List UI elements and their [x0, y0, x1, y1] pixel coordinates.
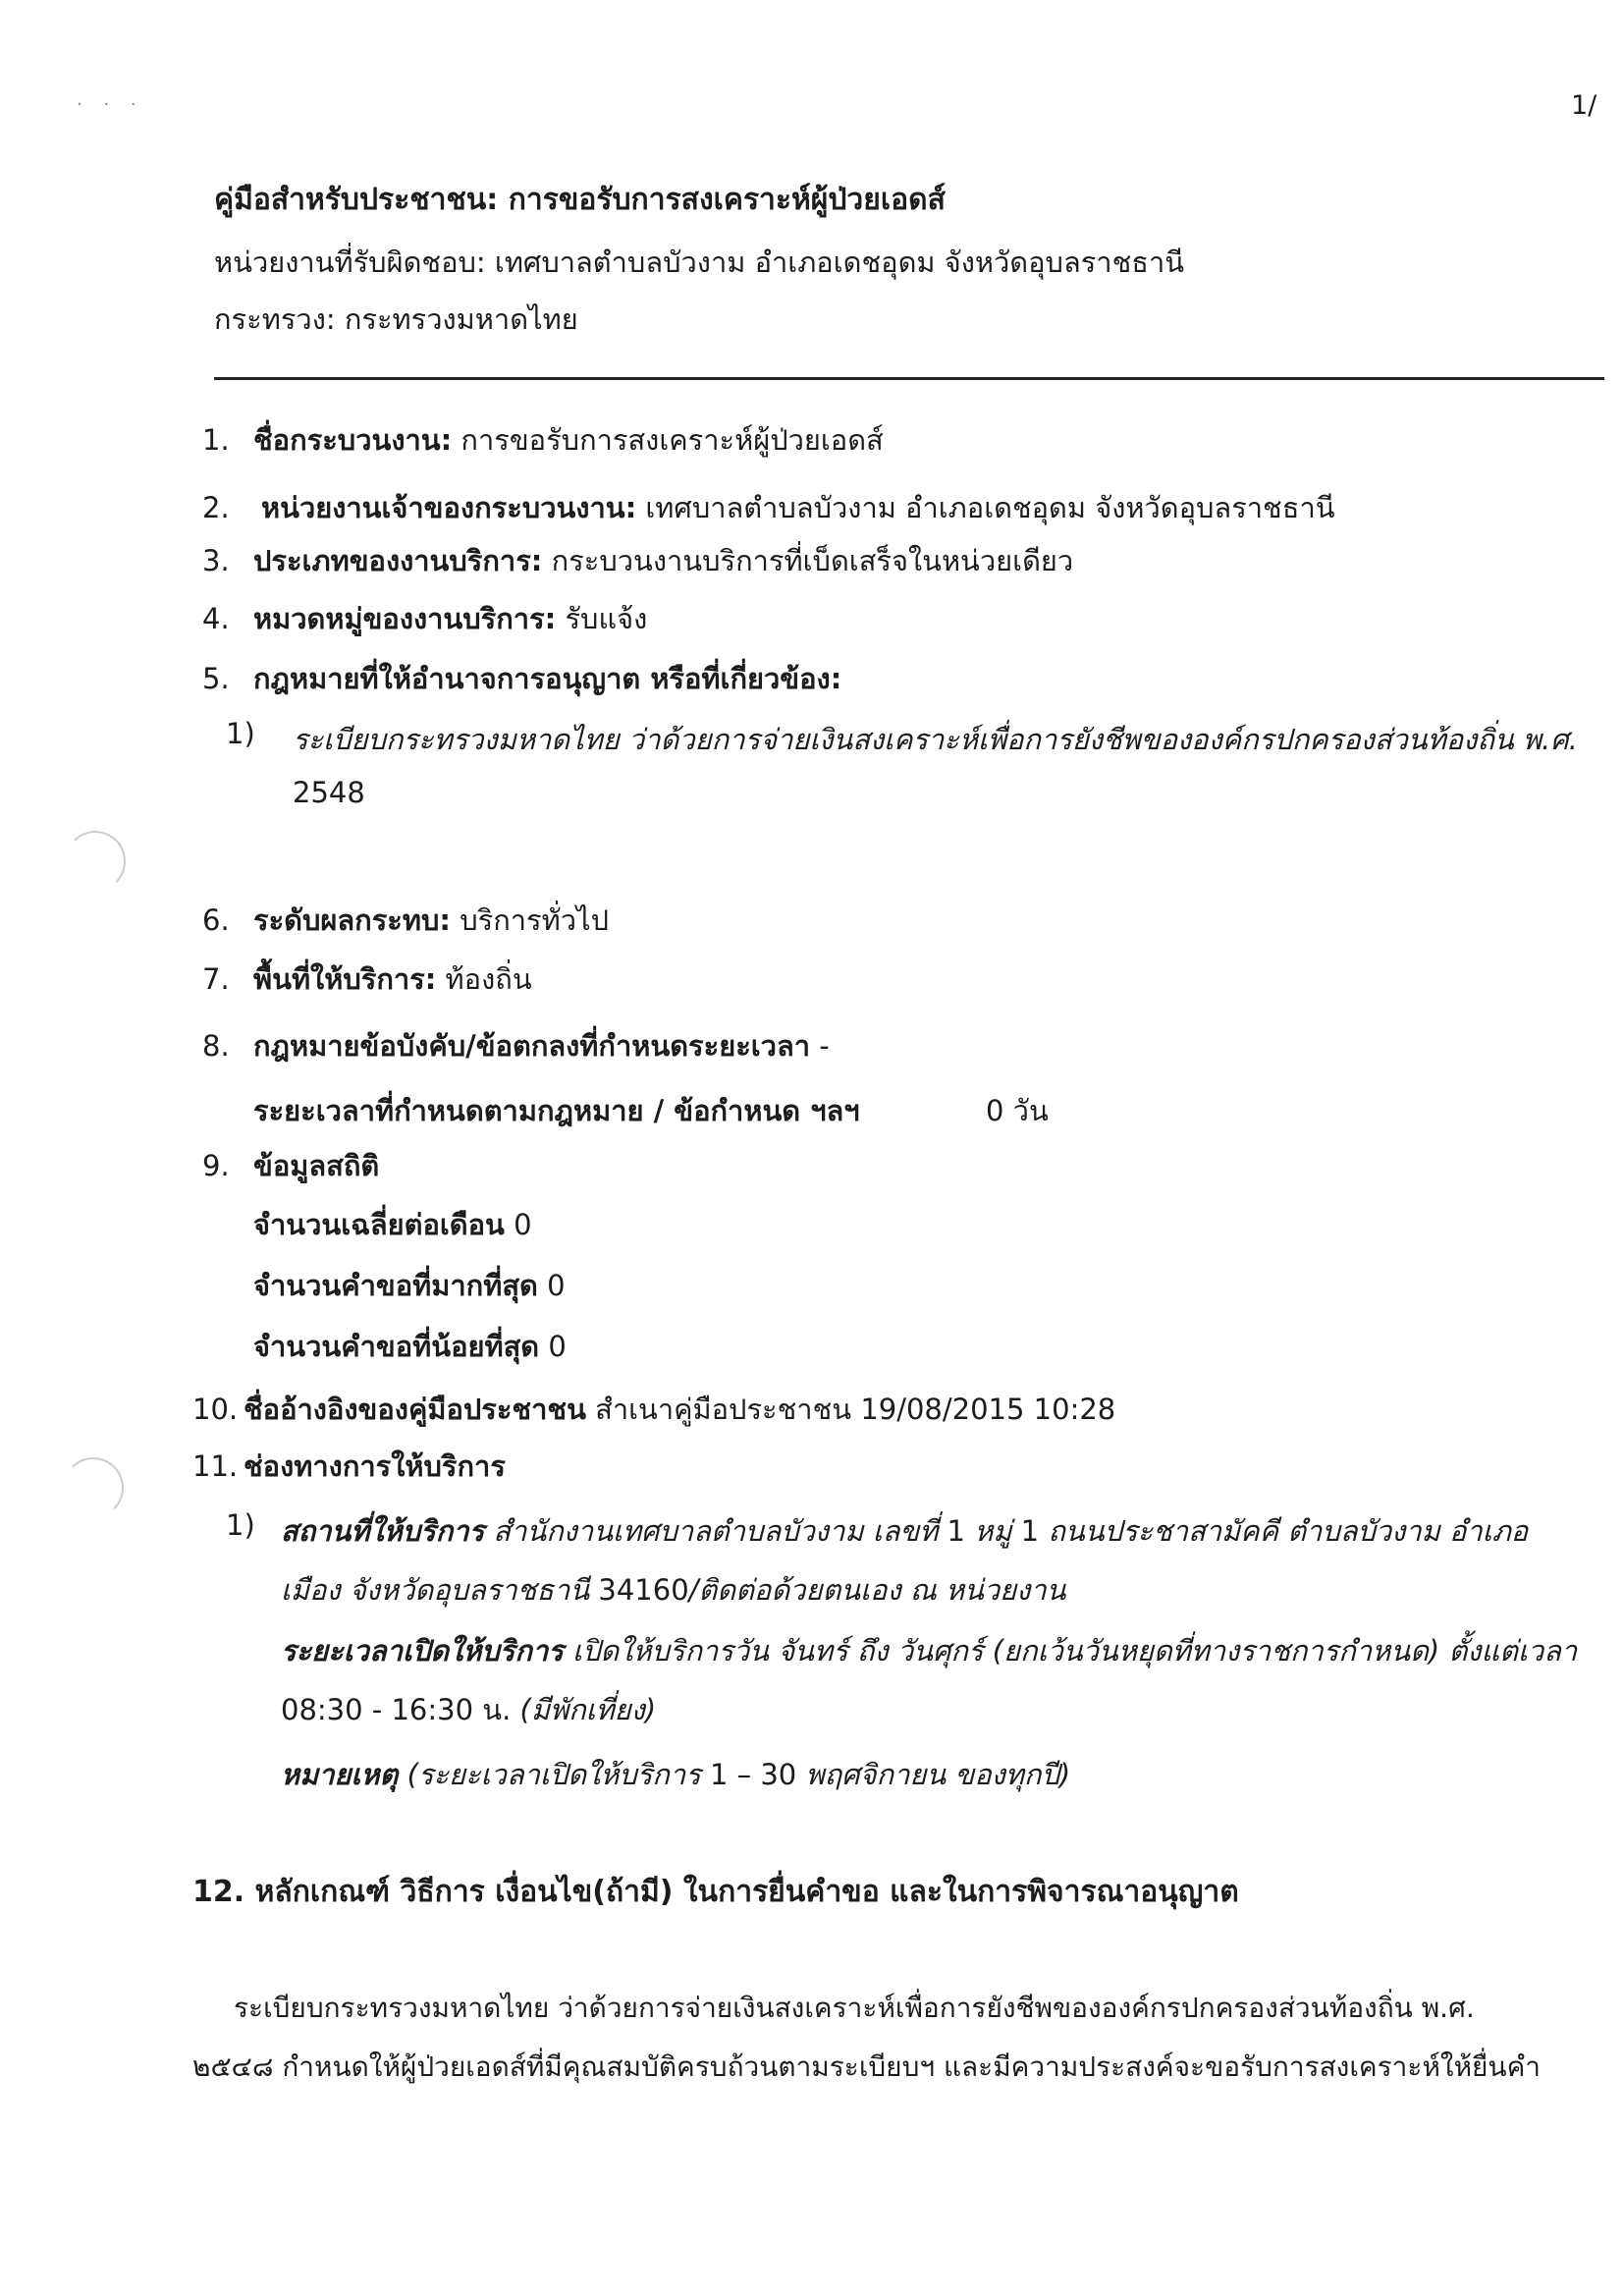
item-value: บริการทั่วไป — [451, 903, 610, 937]
item-statistics — [202, 1143, 379, 1188]
item-number: 5. — [202, 662, 230, 695]
item-number: 1. — [202, 423, 230, 457]
ministry: กระทรวง: กระทรวงมหาดไทย — [214, 302, 578, 336]
item-number: 2. — [202, 491, 230, 524]
service-location: สถานที่ให้บริการ สำนักงานเทศบาลตำบลบัวงาม เลขที่ 1 หมู่ 1 ถนนประชาสามัคคี ตำบลบัวงาม อำเภอ — [281, 1514, 1529, 1548]
item-dash: - — [810, 1029, 830, 1063]
item-number: 8. — [202, 1029, 230, 1063]
item-number: 10. — [192, 1393, 239, 1426]
item-number: 3. — [202, 544, 230, 577]
item-label: กฎหมายที่ให้อำนาจการอนุญาต หรือที่เกี่ยวข้อง: — [253, 662, 842, 695]
item-value: การขอรับการสงเคราะห์ผู้ป่วยเอดส์ — [452, 423, 884, 457]
item-value: ท้องถิ่น — [436, 962, 532, 996]
item-related-law — [202, 656, 841, 701]
item-label: ชื่ออ้างอิงของคู่มือประชาชน — [244, 1393, 586, 1426]
scan-specks: · · · — [77, 94, 144, 115]
legal-deadline-days: 0 วัน — [986, 1094, 1049, 1127]
law-reference: ระเบียบกระทรวงมหาดไทย ว่าด้วยการจ่ายเงินสงเคราะห์เพื่อการยังชีพขององค์กรปกครองส่วนท้องถิ่น พ.ศ. — [293, 723, 1578, 756]
item-value: กระบวนงานบริการที่เบ็ดเสร็จในหน่วยเดียว — [542, 544, 1074, 577]
item-label: ชื่อกระบวนงาน: — [253, 423, 453, 457]
punch-hole-mark — [65, 831, 126, 892]
legal-deadline-label: ระยะเวลาที่กำหนดตามกฎหมาย / ข้อกำหนด ฯลฯ — [253, 1094, 860, 1127]
item-label: ช่องทางการให้บริการ — [244, 1449, 506, 1483]
service-note: หมายเหตุ (ระยะเวลาเปิดให้บริการ 1 – 30 พฤศจิกายน ของทุกปี) — [281, 1758, 1071, 1791]
item-number: 4. — [202, 602, 230, 635]
item-label: หมวดหมู่ของงานบริการ: — [253, 602, 557, 635]
item-label: ระดับผลกระทบ: — [253, 903, 451, 937]
item-impact-level — [202, 898, 609, 943]
item-number: 9. — [202, 1149, 230, 1182]
service-hours-cont: 08:30 - 16:30 น. (มีพักเที่ยง) — [281, 1693, 657, 1726]
item-label: หน่วยงานเจ้าของกระบวนงาน: — [261, 491, 637, 524]
item-label: ข้อมูลสถิติ — [253, 1149, 380, 1182]
item-label: กฎหมายข้อบังคับ/ข้อตกลงที่กำหนดระยะเวลา — [253, 1029, 811, 1063]
item-owner-agency — [202, 485, 1335, 530]
service-hours: ระยะเวลาเปิดให้บริการ เปิดให้บริการวัน จันทร์ ถึง วันศุกร์ (ยกเว้นวันหยุดที่ทางราชการกำหนด) ตั้งแต่เวลา — [281, 1634, 1578, 1667]
page-number: 1/ — [1571, 90, 1597, 121]
item-manual-reference — [192, 1387, 1115, 1432]
item-number: 6. — [202, 903, 230, 937]
section-12-heading: 12. หลักเกณฑ์ วิธีการ เงื่อนไข(ถ้ามี) ในการยื่นคำขอ และในการพิจารณาอนุญาต — [192, 1875, 1239, 1909]
channel-sub-number: 1) — [226, 1508, 255, 1542]
item-value: เทศบาลตำบลบัวงาม อำเภอเดชอุดม จังหวัดอุบลราชธานี — [636, 491, 1335, 524]
document-title: คู่มือสำหรับประชาชน: การขอรับการสงเคราะห์ผู้ป่วยเอดส์ — [214, 183, 946, 217]
item-number: 7. — [202, 962, 230, 996]
responsible-agency: หน่วยงานที่รับผิดชอบ: เทศบาลตำบลบัวงาม อำเภอเดชอุดม จังหวัดอุบลราชธานี — [214, 246, 1185, 279]
service-location-cont: เมือง จังหวัดอุบลราชธานี 34160/ติดต่อด้วยตนเอง ณ หน่วยงาน — [281, 1573, 1066, 1607]
item-service-type — [202, 538, 1073, 583]
header-divider — [214, 377, 1604, 380]
stat-min-requests: จำนวนคำขอที่น้อยที่สุด 0 — [253, 1330, 567, 1363]
law-sub-number: 1) — [226, 717, 255, 750]
punch-hole-mark — [63, 1457, 124, 1518]
item-number: 11. — [192, 1449, 239, 1483]
item-service-channels — [192, 1444, 506, 1489]
item-service-category — [202, 596, 647, 641]
item-label: ประเภทของงานบริการ: — [253, 544, 543, 577]
item-process-name — [202, 417, 884, 463]
law-reference-year: 2548 — [293, 776, 365, 809]
item-label: พื้นที่ให้บริการ: — [253, 962, 437, 996]
stat-max-requests: จำนวนคำขอที่มากที่สุด 0 — [253, 1269, 566, 1302]
stat-average-per-month: จำนวนเฉลี่ยต่อเดือน 0 — [253, 1208, 532, 1241]
item-regulation-deadline — [202, 1023, 830, 1068]
item-service-area — [202, 957, 532, 1002]
item-value: สำเนาคู่มือประชาชน 19/08/2015 10:28 — [585, 1393, 1116, 1426]
criteria-paragraph-line1: ระเบียบกระทรวงมหาดไทย ว่าด้วยการจ่ายเงินสงเคราะห์เพื่อการยังชีพขององค์กรปกครองส่วนท้องถิ่น พ.ศ. — [234, 1992, 1475, 2024]
criteria-paragraph-line2: ๒๕๔๘ กำหนดให้ผู้ป่วยเอดส์ที่มีคุณสมบัติครบถ้วนตามระเบียบฯ และมีความประสงค์จะขอรับการสงเคราะห์ให้ยื่นคำ — [192, 2050, 1542, 2083]
item-value: รับแจ้ง — [556, 602, 648, 635]
